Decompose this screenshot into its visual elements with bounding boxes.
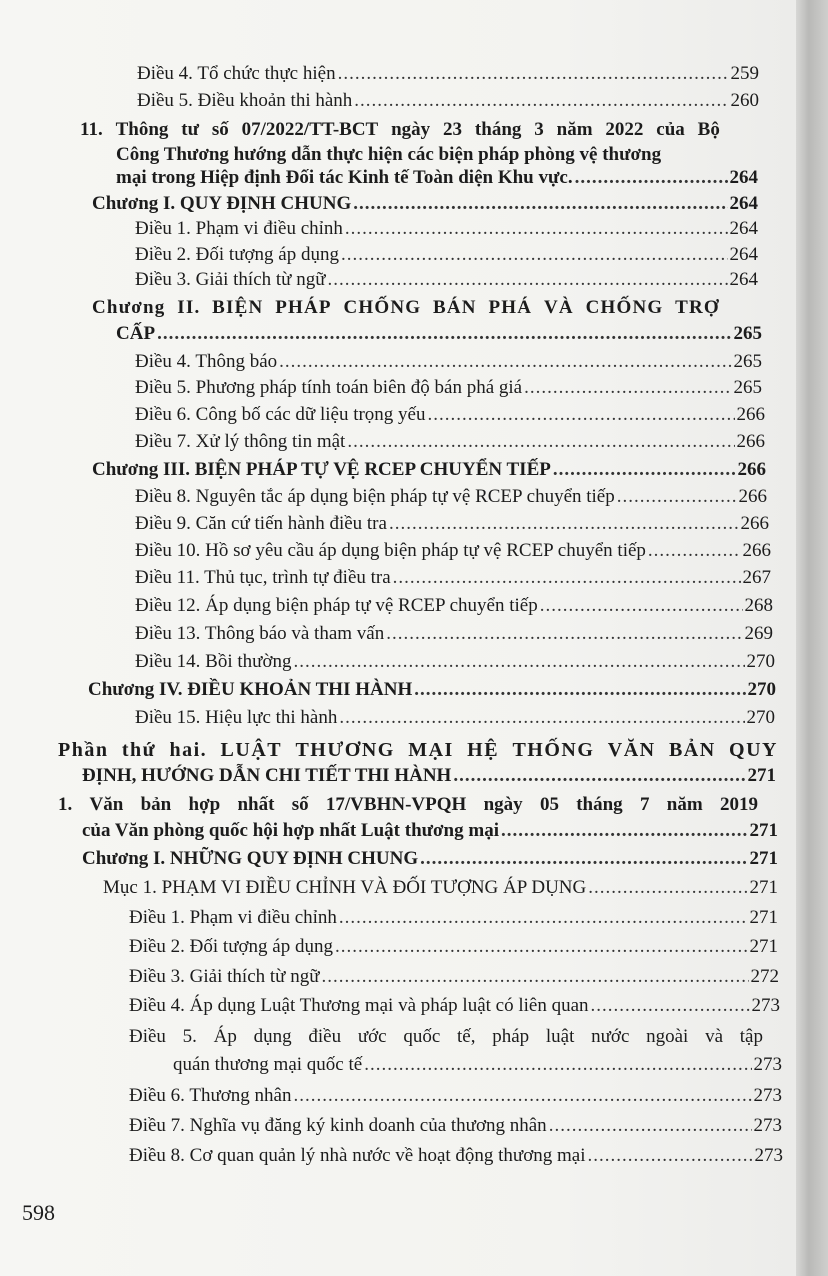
toc-entry: [82, 764, 776, 788]
toc-entry-title: Điều 4. Áp dụng Luật Thương mại và pháp luật có liên quan: [129, 995, 589, 1016]
toc-entry-page: 266: [736, 404, 765, 425]
toc-entry-title: Điều 9. Căn cứ tiến hành điều tra: [135, 513, 387, 534]
toc-entry-page: 265: [733, 377, 762, 398]
toc-entry-title: Điều 7. Xử lý thông tin mật: [135, 431, 346, 452]
toc-entry-title: Chương I. QUY ĐỊNH CHUNG: [92, 193, 352, 214]
toc-entry: [137, 62, 759, 86]
toc-entry-line: Công Thương hướng dẫn thực hiện các biện pháp phòng vệ thương: [116, 144, 662, 165]
toc-entry-title: Chương III. BIỆN PHÁP TỰ VỆ RCEP CHUYỂN TIẾP: [92, 459, 551, 480]
toc-entry-title: Điều 1. Phạm vi điều chỉnh: [135, 218, 343, 239]
toc-entry-title: Điều 12. Áp dụng biện pháp tự vệ RCEP chuyển tiếp: [135, 595, 538, 616]
toc-entry-title: Điều 2. Đối tượng áp dụng: [135, 244, 339, 265]
toc-entry-title: Điều 7. Nghĩa vụ đăng ký kinh doanh của thương nhân: [129, 1115, 547, 1136]
toc-entry-page: 271: [749, 820, 778, 841]
toc-entry: [129, 935, 778, 959]
toc-entry-page: 265: [733, 323, 762, 344]
toc-entry-title: Điều 11. Thủ tục, trình tự điều tra: [135, 567, 391, 588]
toc-entry-title: Điều 6. Công bố các dữ liệu trọng yếu: [135, 404, 426, 425]
toc-entry-page: 273: [751, 995, 780, 1016]
toc-entry-page: 264: [729, 193, 758, 214]
toc-entry-line: 1. Văn bản hợp nhất số 17/VBHN-VPQH ngày 05 tháng 7 năm 2019: [58, 794, 758, 815]
toc-entry-title: Điều 3. Giải thích từ ngữ: [129, 966, 320, 987]
toc-entry-line: Chương II. BIỆN PHÁP CHỐNG BÁN PHÁ VÀ CHỐNG TRỢ: [92, 297, 720, 318]
toc-entry-line: Phần thứ hai. LUẬT THƯƠNG MẠI HỆ THỐNG VĂN BẢN QUY: [58, 739, 778, 761]
toc-entry-page: 271: [749, 936, 778, 957]
toc-entry: [116, 322, 762, 346]
toc-entry-page: 272: [750, 966, 779, 987]
toc-entry: [135, 430, 765, 454]
toc-entry: [173, 1053, 782, 1077]
toc-entry-title: Điều 5. Điều khoản thi hành: [137, 90, 353, 111]
toc-entry-page: 271: [749, 848, 778, 869]
toc-entry: [135, 539, 771, 563]
toc-entry-title: Mục 1. PHẠM VI ĐIỀU CHỈNH VÀ ĐỐI TƯỢNG ÁP DỤNG: [103, 877, 587, 898]
toc-entry: [82, 847, 778, 871]
toc-entry-title: Điều 10. Hồ sơ yêu cầu áp dụng biện pháp tự vệ RCEP chuyển tiếp: [135, 540, 646, 561]
toc-entry-page: 266: [736, 431, 765, 452]
toc-entry-title: ĐỊNH, HƯỚNG DẪN CHI TIẾT THI HÀNH: [82, 765, 452, 786]
toc-entry-page: 267: [742, 567, 771, 588]
toc-entry: [129, 965, 779, 989]
toc-entry-title: Điều 6. Thương nhân: [129, 1085, 292, 1106]
toc-entry-page: 260: [730, 90, 759, 111]
toc-entry: [88, 678, 776, 702]
toc-entry-page: 273: [754, 1145, 783, 1166]
toc-entry: [135, 650, 775, 674]
toc-entry: [92, 192, 758, 216]
toc-entry-title: Điều 4. Tổ chức thực hiện: [137, 63, 336, 84]
toc-entry: [135, 217, 758, 241]
toc-entry-page: 264: [729, 269, 758, 290]
toc-entry-page: 266: [740, 513, 769, 534]
toc-entry-title: Điều 8. Cơ quan quản lý nhà nước về hoạt động thương mại: [129, 1145, 586, 1166]
page-number: 598: [22, 1200, 55, 1225]
toc-entry-title: CẤP: [116, 323, 156, 344]
toc-entry: [116, 166, 758, 190]
toc-entry-page: 266: [737, 459, 766, 480]
toc-entry-title: Điều 13. Thông báo và tham vấn: [135, 623, 385, 644]
toc-entry-title: Điều 15. Hiệu lực thi hành: [135, 707, 338, 728]
toc-entry-page: 271: [749, 877, 778, 898]
toc-entry: [137, 89, 759, 113]
toc-entry-page: 270: [747, 679, 776, 700]
toc-entry-page: 273: [753, 1085, 782, 1106]
toc-entry: [135, 268, 758, 292]
toc-entry: [129, 906, 778, 930]
toc-entry: [135, 403, 765, 427]
toc-entry: [135, 706, 775, 730]
toc-entry: [103, 876, 778, 900]
toc-entry: [135, 512, 769, 536]
toc-entry-page: 264: [729, 244, 758, 265]
toc-entry-line: Điều 5. Áp dụng điều ước quốc tế, pháp luật nước ngoài và tập: [129, 1026, 763, 1047]
toc-entry: [129, 994, 780, 1018]
toc-entry-page: 273: [753, 1054, 782, 1075]
toc-entry-page: 273: [753, 1115, 782, 1136]
toc-entry-page: 266: [738, 486, 767, 507]
toc-entry-title: Chương IV. ĐIỀU KHOẢN THI HÀNH: [88, 679, 413, 700]
toc-entry: [82, 819, 778, 843]
toc-entry: [135, 566, 771, 590]
toc-entry-title: Điều 8. Nguyên tắc áp dụng biện pháp tự vệ RCEP chuyển tiếp: [135, 486, 615, 507]
toc-entry: [129, 1144, 783, 1168]
toc-entry-title: mại trong Hiệp định Đối tác Kinh tế Toàn diện Khu vực.: [116, 167, 573, 188]
page-edge: [796, 0, 828, 1276]
toc-entry: [92, 458, 766, 482]
toc-entry: [129, 1114, 782, 1138]
toc-entry-title: của Văn phòng quốc hội hợp nhất Luật thương mại: [82, 820, 499, 841]
toc-entry-page: 264: [729, 218, 758, 239]
toc-entry-title: Điều 1. Phạm vi điều chỉnh: [129, 907, 337, 928]
toc-entry-title: Điều 14. Bồi thường: [135, 651, 292, 672]
toc-entry: [135, 243, 758, 267]
toc-entry-page: 270: [746, 651, 775, 672]
toc-entry-title: Điều 5. Phương pháp tính toán biên độ bán phá giá: [135, 377, 523, 398]
toc-entry: [135, 350, 762, 374]
toc-entry-title: Điều 2. Đối tượng áp dụng: [129, 936, 333, 957]
toc-entry: [135, 594, 773, 618]
toc-entry-page: 271: [747, 765, 776, 786]
toc-entry-title: quán thương mại quốc tế: [173, 1054, 363, 1075]
toc-entry: [129, 1084, 782, 1108]
toc-entry: [135, 376, 762, 400]
toc-entry-line: 11. Thông tư số 07/2022/TT-BCT ngày 23 tháng 3 năm 2022 của Bộ: [80, 119, 720, 140]
toc-entry-page: 265: [733, 351, 762, 372]
toc-entry: [135, 485, 767, 509]
toc-entry-title: Điều 3. Giải thích từ ngữ: [135, 269, 326, 290]
toc-entry-page: 270: [746, 707, 775, 728]
toc-entry-page: 266: [742, 540, 771, 561]
toc-entry-title: Chương I. NHỮNG QUY ĐỊNH CHUNG: [82, 848, 419, 869]
toc-entry-page: 269: [744, 623, 773, 644]
toc-entry-page: 264: [729, 167, 758, 188]
toc-entry-title: Điều 4. Thông báo: [135, 351, 278, 372]
toc-entry-page: 259: [730, 63, 759, 84]
toc-entry-page: 271: [749, 907, 778, 928]
toc-entry: [135, 622, 773, 646]
toc-entry-page: 268: [744, 595, 773, 616]
